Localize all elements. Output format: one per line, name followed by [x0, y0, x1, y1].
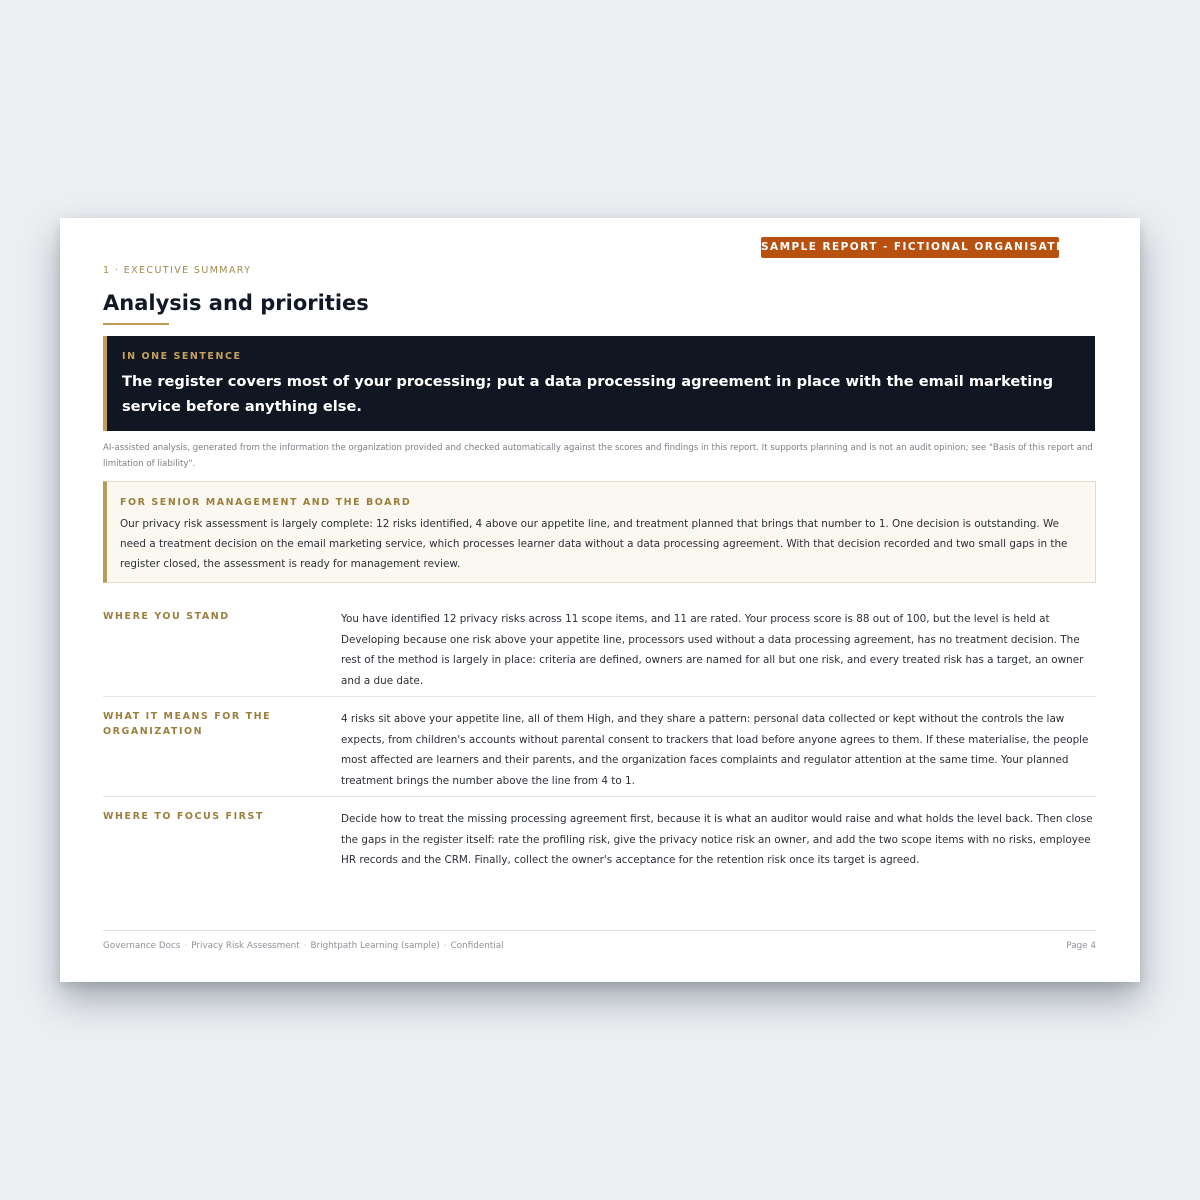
one-sentence-callout [103, 336, 1095, 431]
footer-separator: · [303, 941, 307, 951]
one-sentence-text: The register covers most of your processing; put a data processing agreement in place with the email marketing service before anything else. [122, 373, 1054, 415]
page-title: Analysis and priorities [103, 291, 369, 315]
summary-row-text: You have identified 12 privacy risks across 11 scope items, and 11 are rated. Your process score is 88 out of 100, but the level is held at Developing because one risk above your appetite line, processors used without a data processing agreement, has no treatment decision. The rest of the method is largely in place: criteria are defined, owners are named for all but one risk, and every treated risk has a target, an owner and a due date. [341, 613, 1084, 688]
footer-item: Privacy Risk Assessment [191, 941, 300, 951]
summary-row-label: WHERE YOU STAND [103, 611, 230, 622]
board-summary-box [103, 481, 1096, 583]
footer-separator: · [443, 941, 447, 951]
footer-item: Confidential [450, 941, 504, 951]
footer-item: Governance Docs [103, 941, 181, 951]
footer-breadcrumb [103, 941, 504, 951]
summary-row-where-you-stand [103, 609, 1096, 697]
summary-row-text: 4 risks sit above your appetite line, all of them High, and they share a pattern: personal data collected or kept without the controls the law expects, from children's accounts without parental consent to trackers that load before anyone agrees to them. If these materialise, the people most affected are learners and their parents, and the organization faces complaints and regulator attention at the same time. Your planned treatment brings the number above the line from 4 to 1. [341, 713, 1089, 788]
page-number: Page 4 [1066, 941, 1096, 951]
footer-item: Brightpath Learning (sample) [310, 941, 440, 951]
summary-row-label: WHERE TO FOCUS FIRST [103, 811, 264, 822]
board-summary-kicker: FOR SENIOR MANAGEMENT AND THE BOARD [120, 497, 412, 508]
section-label: 1 · EXECUTIVE SUMMARY [103, 265, 252, 276]
one-sentence-kicker: IN ONE SENTENCE [122, 351, 242, 362]
report-page [60, 218, 1140, 982]
footer-separator: · [184, 941, 188, 951]
ai-disclaimer: AI-assisted analysis, generated from the information the organization provided and checked automatically against the scores and findings in this report. It supports planning and is not an audit opinion; see "Basis of this report and limitation of liability". [103, 443, 1093, 469]
sample-report-badge: SAMPLE REPORT - FICTIONAL ORGANISATION [761, 237, 1059, 258]
summary-row-label: WHAT IT MEANS FOR THE ORGANIZATION [103, 711, 272, 737]
title-accent-rule [103, 323, 169, 325]
summary-row-text: Decide how to treat the missing processing agreement first, because it is what an auditor would raise and what holds the level back. Then close the gaps in the register itself: rate the profiling risk, give the privacy notice risk an owner, and add the two scope items with no risks, employee HR records and the CRM. Finally, collect the owner's acceptance for the retention risk once its target is agreed. [341, 813, 1093, 867]
board-summary-text: Our privacy risk assessment is largely complete: 12 risks identified, 4 above our appetite line, and treatment planned that brings that number to 1. One decision is outstanding. We need a treatment decision on the email marketing service, which processes learner data without a data processing agreement. With that decision recorded and two small gaps in the register closed, the assessment is ready for management review. [120, 518, 1068, 570]
footer-divider [103, 930, 1096, 931]
summary-row-where-to-focus [103, 809, 1096, 875]
summary-row-what-it-means [103, 709, 1096, 797]
